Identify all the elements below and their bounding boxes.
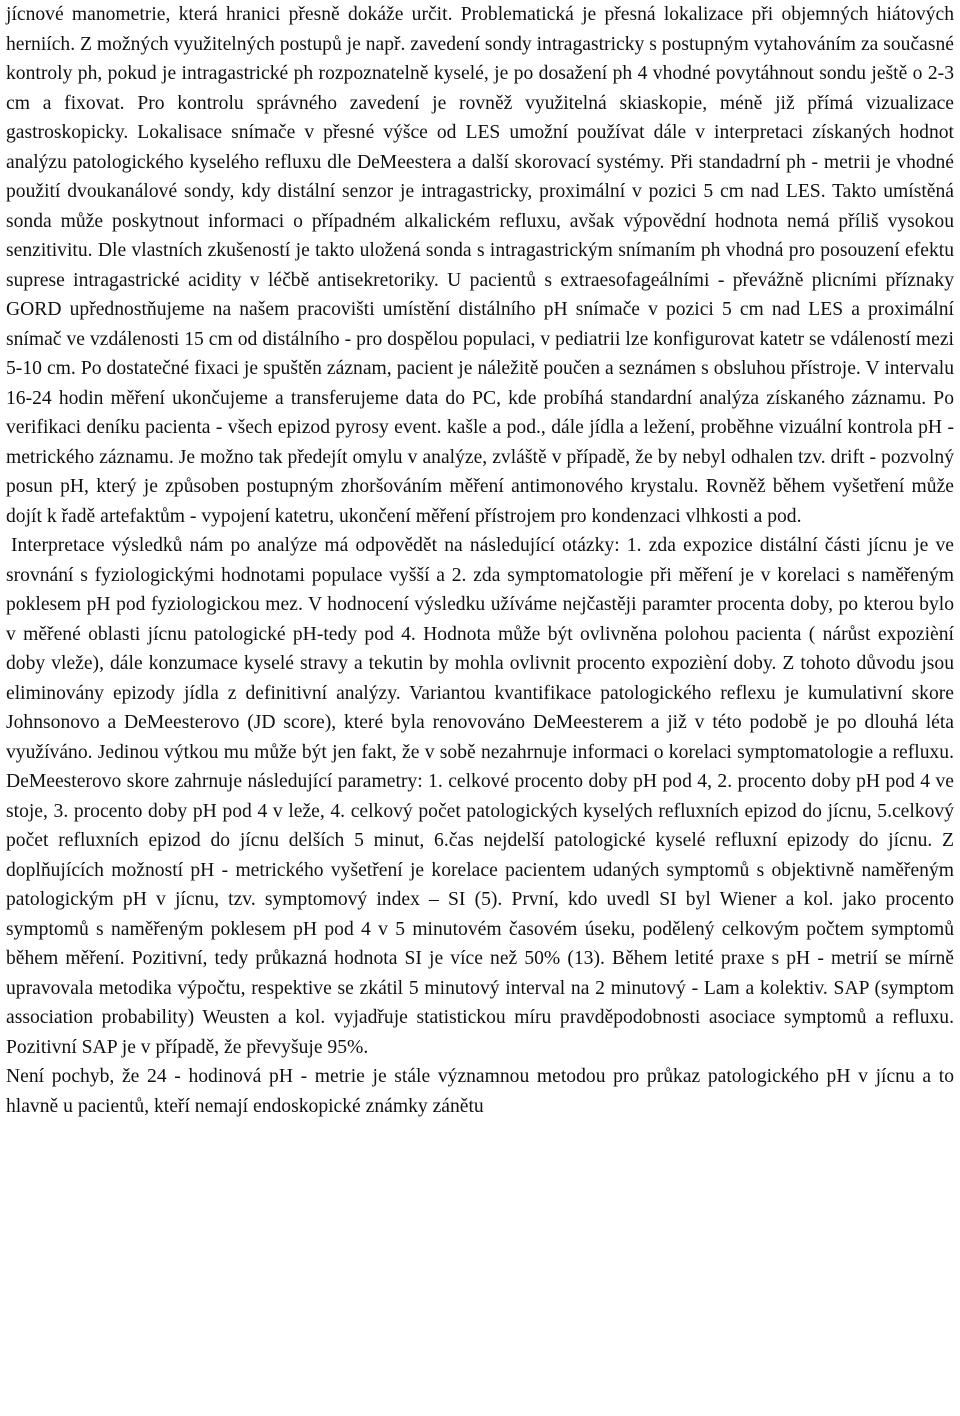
paragraph-continuation: jícnové manometrie, která hranici přesně dokáže určit. Problematická je přesná lokalizace při objemných hiátových herniích. Z možných využitelných postupů je např. zavedení sondy intragastricky s postupným vytahováním za současné kontroly ph, pokud je intragastrické ph rozpoznatelně kyselé, je po dosažení ph 4 vhodné povytáhnout sondu ještě o 2-3 cm a fixovat. Pro kontrolu správného zavedení je rovněž využitelná skiaskopie, méně již přímá vizualizace gastroskopicky. Lokalisace snímače v přesné výšce od LES umožní používat dále v interpretaci získaných hodnot analýzu patologického kyselého refluxu dle DeMeestera a další skorovací systémy. Při standadrní ph - metrii je vhodné použití dvoukanálové sondy, kdy distální senzor je intragastricky, proximální v pozici 5 cm nad LES. Takto umístěná sonda může poskytnout informaci o případném alkalickém refluxu, avšak výpovědní hodnota nemá příliš vysokou senzitivitu. Dle vlastních zkušeností je takto uložená sonda s intragastrickým snímaním ph vhodná pro posouzení efektu suprese intragastrické acidity v léčbě antisekretoriky. U pacientů s extraesofageálními - převážně plicními příznaky GORD upřednostňujeme na našem pracovišti umístění distálního pH snímače v pozici 5 cm nad LES a proximální snímač ve vzdálenosti 15 cm od distálního - pro dospělou populaci, v pediatrii lze konfigurovat katetr se vdáleností mezi 5-10 cm. Po dostatečné fixaci je spuštěn záznam, pacient je náležitě poučen a seznámen s obsluhou přístroje. V intervalu 16-24 hodin měření ukončujeme a transferujeme data do PC, kde probíhá standardní analýza získaného záznamu. Po verifikaci deníku pacienta - všech epizod pyrosy event. kašle a pod., dále jídla a ležení, proběhne vizuální kontrola pH - metrického záznamu. Je možno tak předejít omylu v analýze, zvláště v případě, že by nebyl odhalen tzv. drift - pozvolný posun pH, který je způsoben postupným zhoršováním měření antimonového krystalu. Rovněž během vyšetření může dojít k řadě artefaktům - vypojení katetru, ukončení měření přístrojem pro kondenzaci vlhkosti a pod. <box>6 4 954 527</box>
paragraph-interpretation: Interpretace výsledků nám po analýze má odpovědět na následující otázky: 1. zda expozice distální části jícnu je ve srovnání s fyziologickými hodnotami populace vyšší a 2. zda symptomatologie při měření je v korelaci s naměřeným poklesem pH pod fyziologickou mez. V hodnocení výsledku užíváme nejčastěji paramter procenta doby, po kterou bylo v měřené oblasti jícnu patologické pH-tedy pod 4. Hodnota může být ovlivněna polohou pacienta ( nárůst expozièní doby vleže), dále konzumace kyselé stravy a tekutin by mohla ovlivnit procento expozièní doby. Z tohoto důvodu jsou eliminovány epizody jídla z definitivní analýzy. Variantou kvantifikace patologického reflexu je kumulativní skore Johnsonovo a DeMeesterovo (JD score), které byla renovováno DeMeesterem a již v této podobě je po dlouhá léta využíváno. Jedinou výtkou mu může být jen fakt, že v sobě nezahrnuje informaci o korelaci symptomatologie a refluxu. DeMeesterovo skore zahrnuje následující parametry: 1. celkové procento doby pH pod 4, 2. procento doby pH pod 4 ve stoje, 3. procento doby pH pod 4 v leže, 4. celkový počet patologických kyselých refluxních epizod do jícnu, 5.celkový počet refluxních epizod do jícnu delších 5 minut, 6.čas nejdelší patologické kyselé refluxní epizody do jícnu. Z doplňujících možností pH - metrického vyšetření je korelace pacientem udaných symptomů s objektivně naměřeným patologickým pH v jícnu, tzv. symptomový index – SI (5). První, kdo uvedl SI byl Wiener a kol. jako procento symptomů s naměřeným poklesem pH pod 4 v 5 minutovém časovém úseku, podělený celkovým počtem symptomů během měření. Pozitivní, tedy průkazná hodnota SI je více než 50% (13). Během letité praxe s pH - metrií se mírně upravovala metodika výpočtu, respektive se zkátil 5 minutový interval na 2 minutový - Lam a kolektiv. SAP (symptom association probability) Weusten a kol. vyjadřuje statistickou míru pravděpodobnosti asociace symptomů a refluxu. Pozitivní SAP je v případě, že převyšuje 95%. <box>6 535 954 1058</box>
document-page <box>6 0 954 1121</box>
paragraph-conclusion: Není pochyb, že 24 - hodinová pH - metrie je stále významnou metodou pro průkaz patologického pH v jícnu a to hlavně u pacientů, kteří nemají endoskopické známky zánětu <box>6 1066 954 1117</box>
